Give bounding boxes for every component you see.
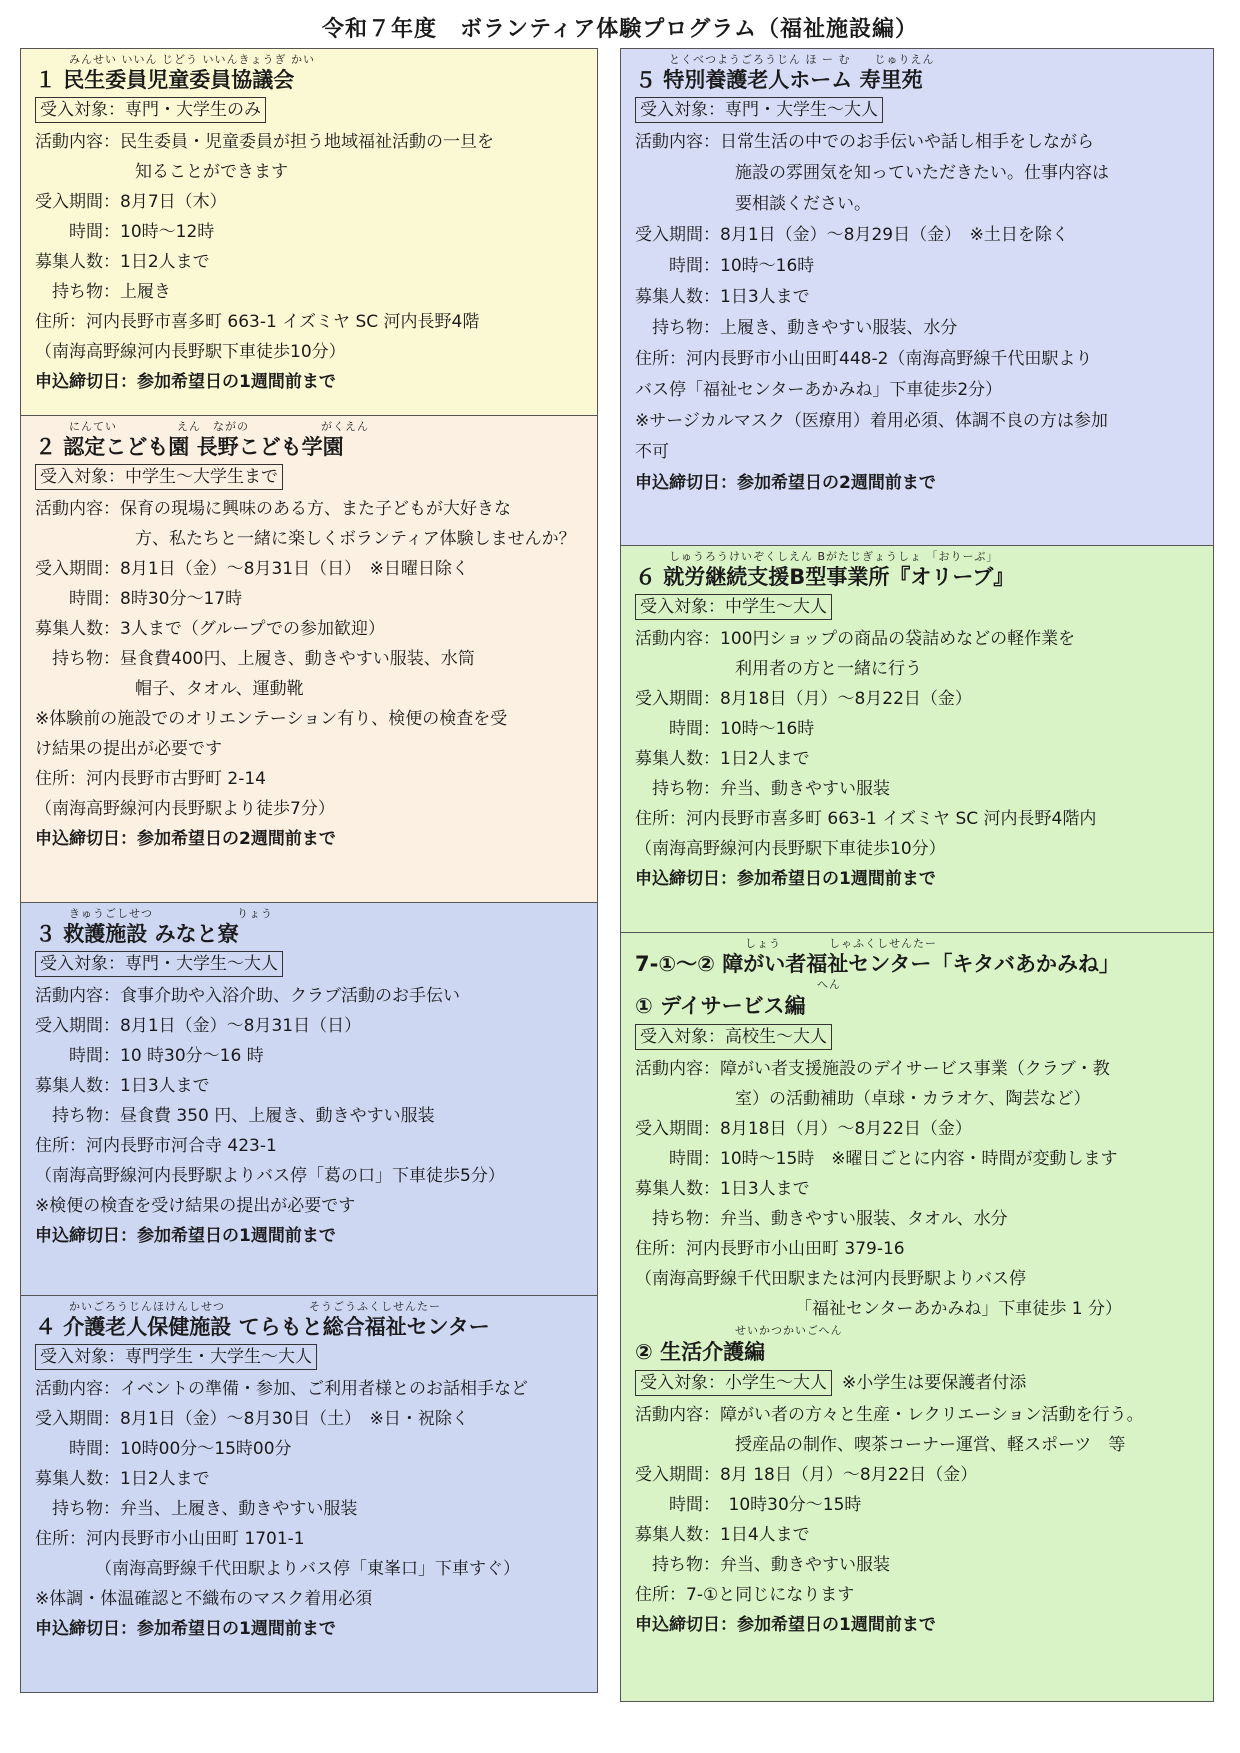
time-row: 時間：10時00分～15時00分 bbox=[69, 1439, 292, 1459]
capacity-row: 募集人数：1日2人まで bbox=[635, 749, 810, 769]
note-row: ※検便の検査を受け結果の提出が必要です bbox=[35, 1196, 356, 1216]
title-ruby: とくべつようごろうじん ほ ー む じゅりえん bbox=[669, 53, 935, 66]
target-box: 受入対象：中学生～大人 bbox=[635, 594, 832, 620]
program-card-1 bbox=[20, 48, 598, 416]
activity-label: 活動内容： bbox=[635, 629, 720, 649]
items-row: 持ち物：上履き bbox=[52, 282, 171, 302]
capacity-row: 募集人数：1日4人まで bbox=[635, 1525, 810, 1545]
address-row: 住所：河内長野市河合寺 423-1 bbox=[35, 1136, 277, 1156]
time-row: 時間：10時～15時 ※曜日ごとに内容・時間が変動します bbox=[669, 1149, 1118, 1169]
target-box: 受入対象：中学生～大学生まで bbox=[35, 464, 283, 490]
note-row: ※サージカルマスク（医療用）着用必須、体調不良の方は参加 bbox=[635, 411, 1108, 431]
access-continued: 「福祉センターあかみね」下車徒歩 1 分） bbox=[795, 1299, 1122, 1319]
note-continued: け結果の提出が必要です bbox=[35, 739, 222, 759]
activity-text: 100円ショップの商品の袋詰めなどの軽作業を bbox=[720, 629, 1076, 649]
activity-label: 活動内容： bbox=[635, 132, 720, 152]
capacity-row: 募集人数：1日3人まで bbox=[35, 1076, 210, 1096]
title-ruby: きゅうごしせつ りょう bbox=[69, 907, 273, 920]
time-row: 時間：10時～16時 bbox=[669, 719, 815, 739]
activity-label: 活動内容： bbox=[635, 1405, 720, 1425]
program-title: ３ 救護施設 みなと寮 bbox=[35, 922, 239, 946]
address-row: 住所：河内長野市小山田町 1701-1 bbox=[35, 1529, 305, 1549]
target-box: 受入対象：専門・大学生～大人 bbox=[635, 97, 883, 123]
program-title: ４ 介護老人保健施設 てらもと総合福祉センター bbox=[35, 1315, 490, 1339]
activity-row bbox=[635, 127, 1199, 158]
items-row: 持ち物：昼食費 350 円、上履き、動きやすい服装 bbox=[52, 1106, 435, 1126]
program-card-6 bbox=[620, 545, 1214, 933]
activity-row: 活動内容：イベントの準備・参加、ご利用者様とのお話相手など bbox=[35, 1379, 528, 1399]
period-row: 受入期間：8月7日（木） bbox=[35, 192, 227, 212]
activity-row bbox=[35, 127, 583, 157]
address-row: 住所：河内長野市喜多町 663-1 イズミヤ SC 河内長野4階 bbox=[35, 312, 480, 332]
title-ruby: しょう しゃふくしせんたー bbox=[745, 937, 937, 950]
activity-text: 日常生活の中でのお手伝いや話し相手をしながら bbox=[720, 132, 1094, 152]
activity-continued: 方、私たちと一緒に楽しくボランティア体験しませんか？ bbox=[135, 529, 576, 549]
period-row: 受入期間：8月18日（月）～8月22日（金） bbox=[635, 1119, 972, 1139]
activity-text: 保育の現場に興味のある方、また子どもが大好きな bbox=[120, 499, 511, 519]
capacity-row: 募集人数：1日3人まで bbox=[635, 1179, 810, 1199]
deadline-row: 申込締切日：参加希望日の1週間前まで bbox=[635, 1615, 936, 1635]
title-ruby: みんせい いいん じどう いいんきょうぎ かい bbox=[69, 53, 315, 66]
program-title: 7-①～② 障がい者福祉センター「キタバあかみね」 bbox=[635, 952, 1120, 976]
address-row: 住所：河内長野市喜多町 663-1 イズミヤ SC 河内長野4階内 bbox=[635, 809, 1097, 829]
activity-continued: 利用者の方と一緒に行う bbox=[735, 659, 922, 679]
activity-continued: 施設の雰囲気を知っていただきたい。仕事内容は bbox=[735, 163, 1109, 183]
title-ruby: にんてい えん ながの がくえん bbox=[69, 420, 369, 433]
target-note: ※小学生は要保護者付添 bbox=[842, 1373, 1027, 1393]
access-row: バス停「福祉センターあかみね」下車徒歩2分） bbox=[635, 380, 1003, 400]
period-row: 受入期間：8月 18日（月）～8月22日（金） bbox=[635, 1465, 978, 1485]
access-row: （南海高野線河内長野駅よりバス停「葛の口」下車徒歩5分） bbox=[35, 1166, 505, 1186]
activity-label: 活動内容： bbox=[635, 1059, 720, 1079]
period-row: 受入期間：8月1日（金）～8月31日（日） bbox=[35, 1016, 362, 1036]
address-row: 住所：河内長野市小山田町448-2（南海高野線千代田駅より bbox=[635, 349, 1093, 369]
deadline-row: 申込締切日：参加希望日の1週間前まで bbox=[35, 1619, 336, 1639]
left-column bbox=[20, 48, 598, 1693]
activity-continued: 要相談ください。 bbox=[735, 194, 871, 214]
access-row: （南海高野線千代田駅または河内長野駅よりバス停 bbox=[635, 1269, 1026, 1289]
items-row: 持ち物：昼食費400円、上履き、動きやすい服装、水筒 bbox=[52, 649, 475, 669]
target-box: 受入対象：高校生～大人 bbox=[635, 1024, 832, 1050]
activity-text: 障がい者支援施設のデイサービス事業（クラブ・教 bbox=[720, 1059, 1110, 1079]
deadline-row: 申込締切日：参加希望日の2週間前まで bbox=[35, 829, 336, 849]
period-row: 受入期間：8月1日（金）～8月29日（金） ※土日を除く bbox=[635, 225, 1069, 245]
title-ruby: しゅうろうけいぞくしえん Bがたじぎょうしょ 「おりーぶ」 bbox=[669, 550, 999, 563]
address-row: 住所：7-①と同じになります bbox=[635, 1585, 855, 1605]
note-row: ※体調・体温確認と不織布のマスク着用必須 bbox=[35, 1589, 373, 1609]
deadline-row: 申込締切日：参加希望日の1週間前まで bbox=[635, 869, 936, 889]
activity-row bbox=[635, 1400, 1199, 1430]
target-line bbox=[635, 1367, 1199, 1400]
program-card-7 bbox=[620, 932, 1214, 1702]
items-row: 持ち物：弁当、動きやすい服装、タオル、水分 bbox=[652, 1209, 1008, 1229]
program-card-5 bbox=[620, 48, 1214, 546]
program-title: ２ 認定こども園 長野こども学園 bbox=[35, 435, 344, 459]
time-row: 時間：10時～16時 bbox=[669, 256, 815, 276]
activity-text: 障がい者の方々と生産・レクリエーション活動を行う。 bbox=[720, 1405, 1144, 1425]
items-row: 持ち物：上履き、動きやすい服装、水分 bbox=[652, 318, 958, 338]
deadline-row: 申込締切日：参加希望日の2週間前まで bbox=[635, 473, 936, 493]
activity-text: 民生委員・児童委員が担う地域福祉活動の一旦を bbox=[120, 132, 494, 152]
activity-row bbox=[635, 1054, 1199, 1084]
page-title: 令和７年度 ボランティア体験プログラム（福祉施設編） bbox=[321, 17, 919, 42]
subtitle-ruby: へん bbox=[817, 978, 841, 991]
activity-continued: 授産品の制作、喫茶コーナー運営、軽スポーツ 等 bbox=[735, 1435, 1126, 1455]
activity-row bbox=[35, 494, 583, 524]
time-row: 時間：10 時30分～16 時 bbox=[69, 1046, 264, 1066]
right-column bbox=[620, 48, 1214, 1702]
address-row: 住所：河内長野市古野町 2-14 bbox=[35, 769, 266, 789]
target-box: 受入対象：専門・大学生～大人 bbox=[35, 951, 283, 977]
program-title: １ 民生委員児童委員協議会 bbox=[35, 68, 295, 92]
access-row: （南海高野線河内長野駅下車徒歩10分） bbox=[35, 342, 346, 362]
access-row: （南海高野線河内長野駅より徒歩7分） bbox=[35, 799, 335, 819]
program-card-2 bbox=[20, 415, 598, 903]
deadline-row: 申込締切日：参加希望日の1週間前まで bbox=[35, 1226, 336, 1246]
capacity-row: 募集人数：1日2人まで bbox=[35, 1469, 210, 1489]
title-ruby: かいごろうじんほけんしせつ そうごうふくしせんたー bbox=[69, 1300, 441, 1313]
subtitle-ruby: せいかつかいごへん bbox=[735, 1324, 843, 1337]
target-box: 受入対象：小学生～大人 bbox=[635, 1370, 832, 1396]
activity-label: 活動内容： bbox=[35, 499, 120, 519]
capacity-row: 募集人数：3人まで（グループでの参加歓迎） bbox=[35, 619, 385, 639]
items-continued: 帽子、タオル、運動靴 bbox=[135, 679, 304, 699]
program-title: ５ 特別養護老人ホーム 寿里苑 bbox=[635, 68, 923, 92]
subsection-title-dayservice: ① デイサービス編 bbox=[635, 994, 806, 1018]
program-title: ６ 就労継続支援B型事業所『オリーブ』 bbox=[635, 565, 1015, 589]
activity-row bbox=[635, 624, 1199, 654]
target-box: 受入対象：専門・大学生のみ bbox=[35, 97, 266, 123]
activity-continued: 知ることができます bbox=[135, 162, 288, 182]
activity-continued: 室）の活動補助（卓球・カラオケ、陶芸など） bbox=[735, 1089, 1091, 1109]
target-box: 受入対象：専門学生・大学生～大人 bbox=[35, 1344, 317, 1370]
program-card-4 bbox=[20, 1295, 598, 1693]
period-row: 受入期間：8月1日（金）～8月31日（日） ※日曜日除く bbox=[35, 559, 469, 579]
period-row: 受入期間：8月18日（月）～8月22日（金） bbox=[635, 689, 972, 709]
note-row: ※体験前の施設でのオリエンテーション有り、検便の検査を受 bbox=[35, 709, 508, 729]
subsection-title-lifecare: ② 生活介護編 bbox=[635, 1340, 766, 1364]
access-row: （南海高野線千代田駅よりバス停「東峯口」下車すぐ） bbox=[95, 1559, 520, 1579]
program-card-3 bbox=[20, 902, 598, 1296]
capacity-row: 募集人数：1日2人まで bbox=[35, 252, 210, 272]
activity-label: 活動内容： bbox=[35, 132, 120, 152]
time-row: 時間：10時～12時 bbox=[69, 222, 215, 242]
activity-row: 活動内容：食事介助や入浴介助、クラブ活動のお手伝い bbox=[35, 986, 460, 1006]
items-row: 持ち物：弁当、動きやすい服装 bbox=[652, 779, 890, 799]
capacity-row: 募集人数：1日3人まで bbox=[635, 287, 810, 307]
access-row: （南海高野線河内長野駅下車徒歩10分） bbox=[635, 839, 946, 859]
items-row: 持ち物：弁当、上履き、動きやすい服装 bbox=[52, 1499, 358, 1519]
time-row: 時間： 10時30分～15時 bbox=[669, 1495, 862, 1515]
period-row: 受入期間：8月1日（金）～8月30日（土） ※日・祝除く bbox=[35, 1409, 469, 1429]
items-row: 持ち物：弁当、動きやすい服装 bbox=[652, 1555, 890, 1575]
address-row: 住所：河内長野市小山田町 379-16 bbox=[635, 1239, 905, 1259]
time-row: 時間：8時30分～17時 bbox=[69, 589, 243, 609]
deadline-row: 申込締切日：参加希望日の1週間前まで bbox=[35, 372, 336, 392]
note-continued: 不可 bbox=[635, 442, 669, 462]
